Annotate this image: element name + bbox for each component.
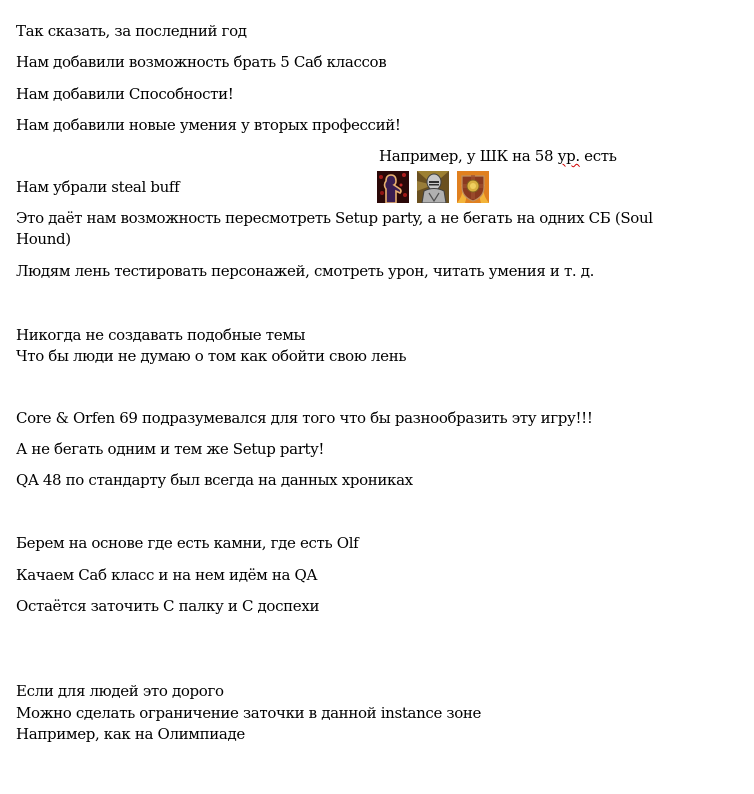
paragraph-intro: Так сказать, за последний год [16, 22, 247, 40]
paragraph-qa-standard: QA 48 по стандарту был всегда на данных хрониках [16, 471, 413, 489]
paragraph-enchant: Остаётся заточить С палку и С доспехи [16, 597, 320, 615]
paragraph-setup-party: Это даёт нам возможность пересмотреть Setup party, а не бегать на одних СБ (Soul Hound) [16, 209, 653, 248]
paragraph-expensive: Если для людей это дорого [16, 682, 224, 700]
paragraph-new-skills: Нам добавили новые умения у вторых профессий! [16, 116, 401, 134]
paragraph-subclass-qa: Качаем Саб класс и на нем идём на QA [16, 566, 317, 584]
paragraph-olympiad: Например, как на Олимпиаде [16, 725, 245, 743]
paragraph-laziness: Что бы люди не думаю о том как обойти свою лень [16, 347, 407, 365]
skill-icons-row [377, 171, 489, 203]
example-note [379, 146, 617, 167]
paragraph-subclasses: Нам добавили возможность брать 5 Саб классов [16, 53, 387, 71]
paragraph-lazy: Людям лень тестировать персонажей, смотреть урон, читать умения и т. д. [16, 262, 595, 280]
spellcheck-underlined-word[interactable]: ур. [557, 147, 580, 165]
paragraph-abilities: Нам добавили Способности! [16, 85, 234, 103]
golden-shield-skill-icon [457, 171, 489, 203]
example-note-after: есть [579, 147, 617, 165]
paragraph-steal-buff: Нам убрали steal buff [16, 178, 180, 196]
paragraph-core-orfen: Core & Orfen 69 подразумевался для того что бы разнообразить эту игру!!! [16, 409, 593, 427]
paragraph-never-create: Никогда не создавать подобные темы [16, 326, 306, 344]
dark-silhouette-skill-icon [377, 171, 409, 203]
armored-knight-skill-icon [417, 171, 449, 203]
paragraph-stones: Берем на основе где есть камни, где есть Olf [16, 534, 359, 552]
paragraph-same-party: А не бегать одним и тем же Setup party! [16, 440, 325, 458]
example-note-before: Например, у ШК на 58 [379, 147, 558, 165]
paragraph-limit-enchant: Можно сделать ограничение заточки в данной instance зоне [16, 704, 482, 722]
